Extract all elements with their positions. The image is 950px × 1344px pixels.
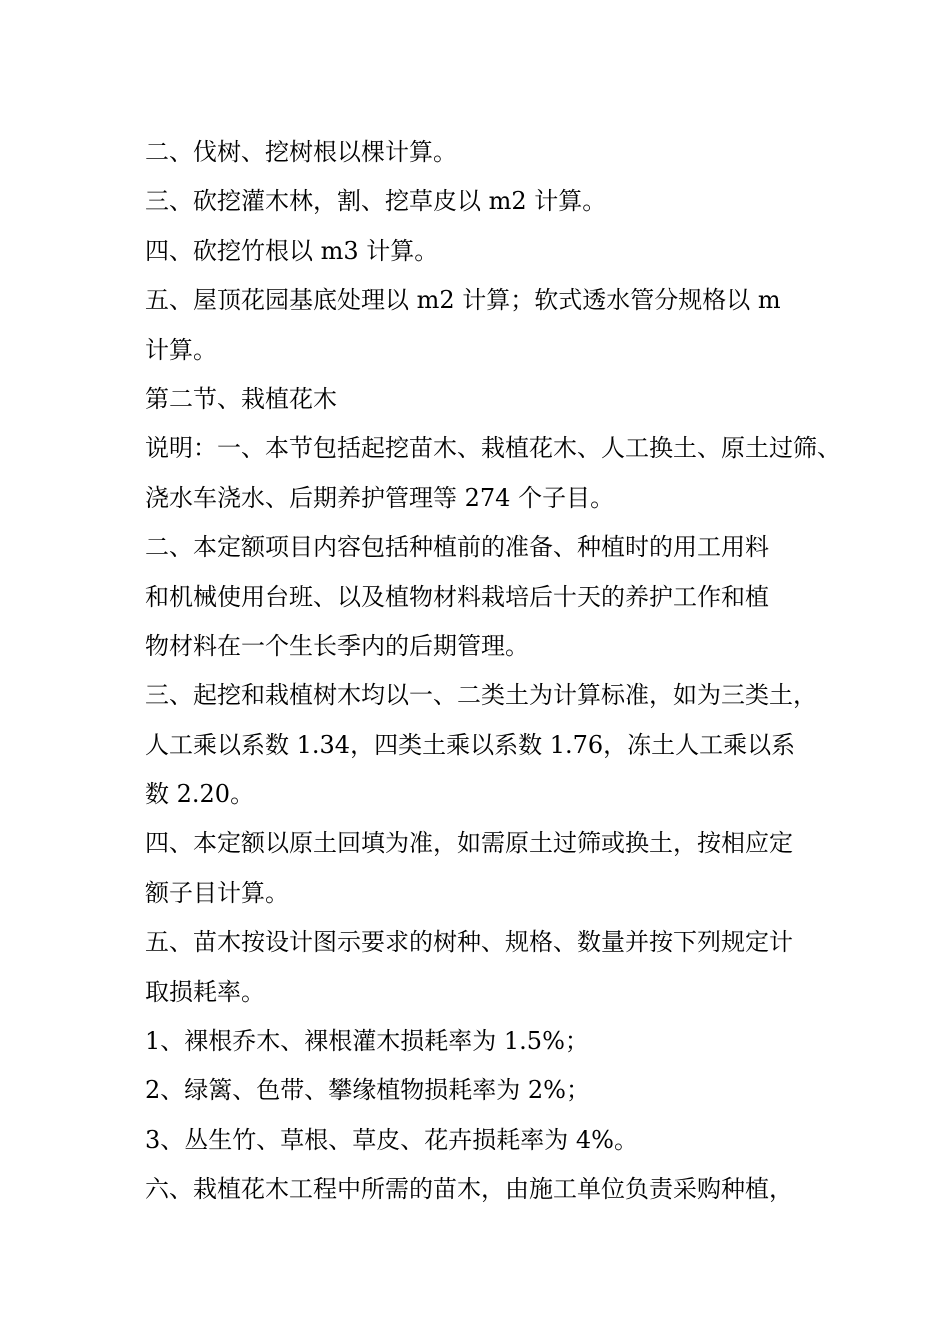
text-line: 四、砍挖竹根以 m3 计算。 xyxy=(145,236,439,265)
text-line: 和机械使用台班、以及植物材料栽培后十天的养护工作和植 xyxy=(145,582,769,611)
text-line: 三、起挖和栽植树木均以一、二类土为计算标准，如为三类土， xyxy=(145,681,817,710)
text-line: 六、栽植花木工程中所需的苗木，由施工单位负责采购种植， xyxy=(145,1175,793,1204)
text-line: 额子目计算。 xyxy=(145,878,289,907)
text-line: 五、苗木按设计图示要求的树种、规格、数量并按下列规定计 xyxy=(145,928,793,957)
text-line: 五、屋顶花园基底处理以 m2 计算；软式透水管分规格以 m xyxy=(145,286,781,315)
document-body xyxy=(145,128,841,1215)
list-item: 3、丛生竹、草根、草皮、花卉损耗率为 4%。 xyxy=(145,1125,638,1154)
text-line: 取损耗率。 xyxy=(145,977,265,1006)
text-line: 二、伐树、挖树根以棵计算。 xyxy=(145,138,457,166)
list-item: 2、绿篱、色带、攀缘植物损耗率为 2%； xyxy=(145,1076,590,1105)
text-line: 数 2.20。 xyxy=(145,780,255,809)
text-line: 二、本定额项目内容包括种植前的准备、种植时的用工用料 xyxy=(145,533,769,562)
text-line: 计算。 xyxy=(145,335,217,364)
text-line: 三、砍挖灌木林，割、挖草皮以 m2 计算。 xyxy=(145,187,607,216)
text-line: 人工乘以系数 1.34，四类土乘以系数 1.76，冻土人工乘以系 xyxy=(145,730,796,759)
text-line: 说明：一、本节包括起挖苗木、栽植花木、人工换土、原土过筛、 xyxy=(145,434,841,463)
section-heading: 第二节、栽植花木 xyxy=(145,384,337,413)
text-line: 物材料在一个生长季内的后期管理。 xyxy=(145,631,529,660)
list-item: 1、裸根乔木、裸根灌木损耗率为 1.5%； xyxy=(145,1027,589,1056)
text-line: 浇水车浇水、后期养护管理等 274 个子目。 xyxy=(145,483,615,512)
text-line: 四、本定额以原土回填为准，如需原土过筛或换土，按相应定 xyxy=(145,829,793,858)
